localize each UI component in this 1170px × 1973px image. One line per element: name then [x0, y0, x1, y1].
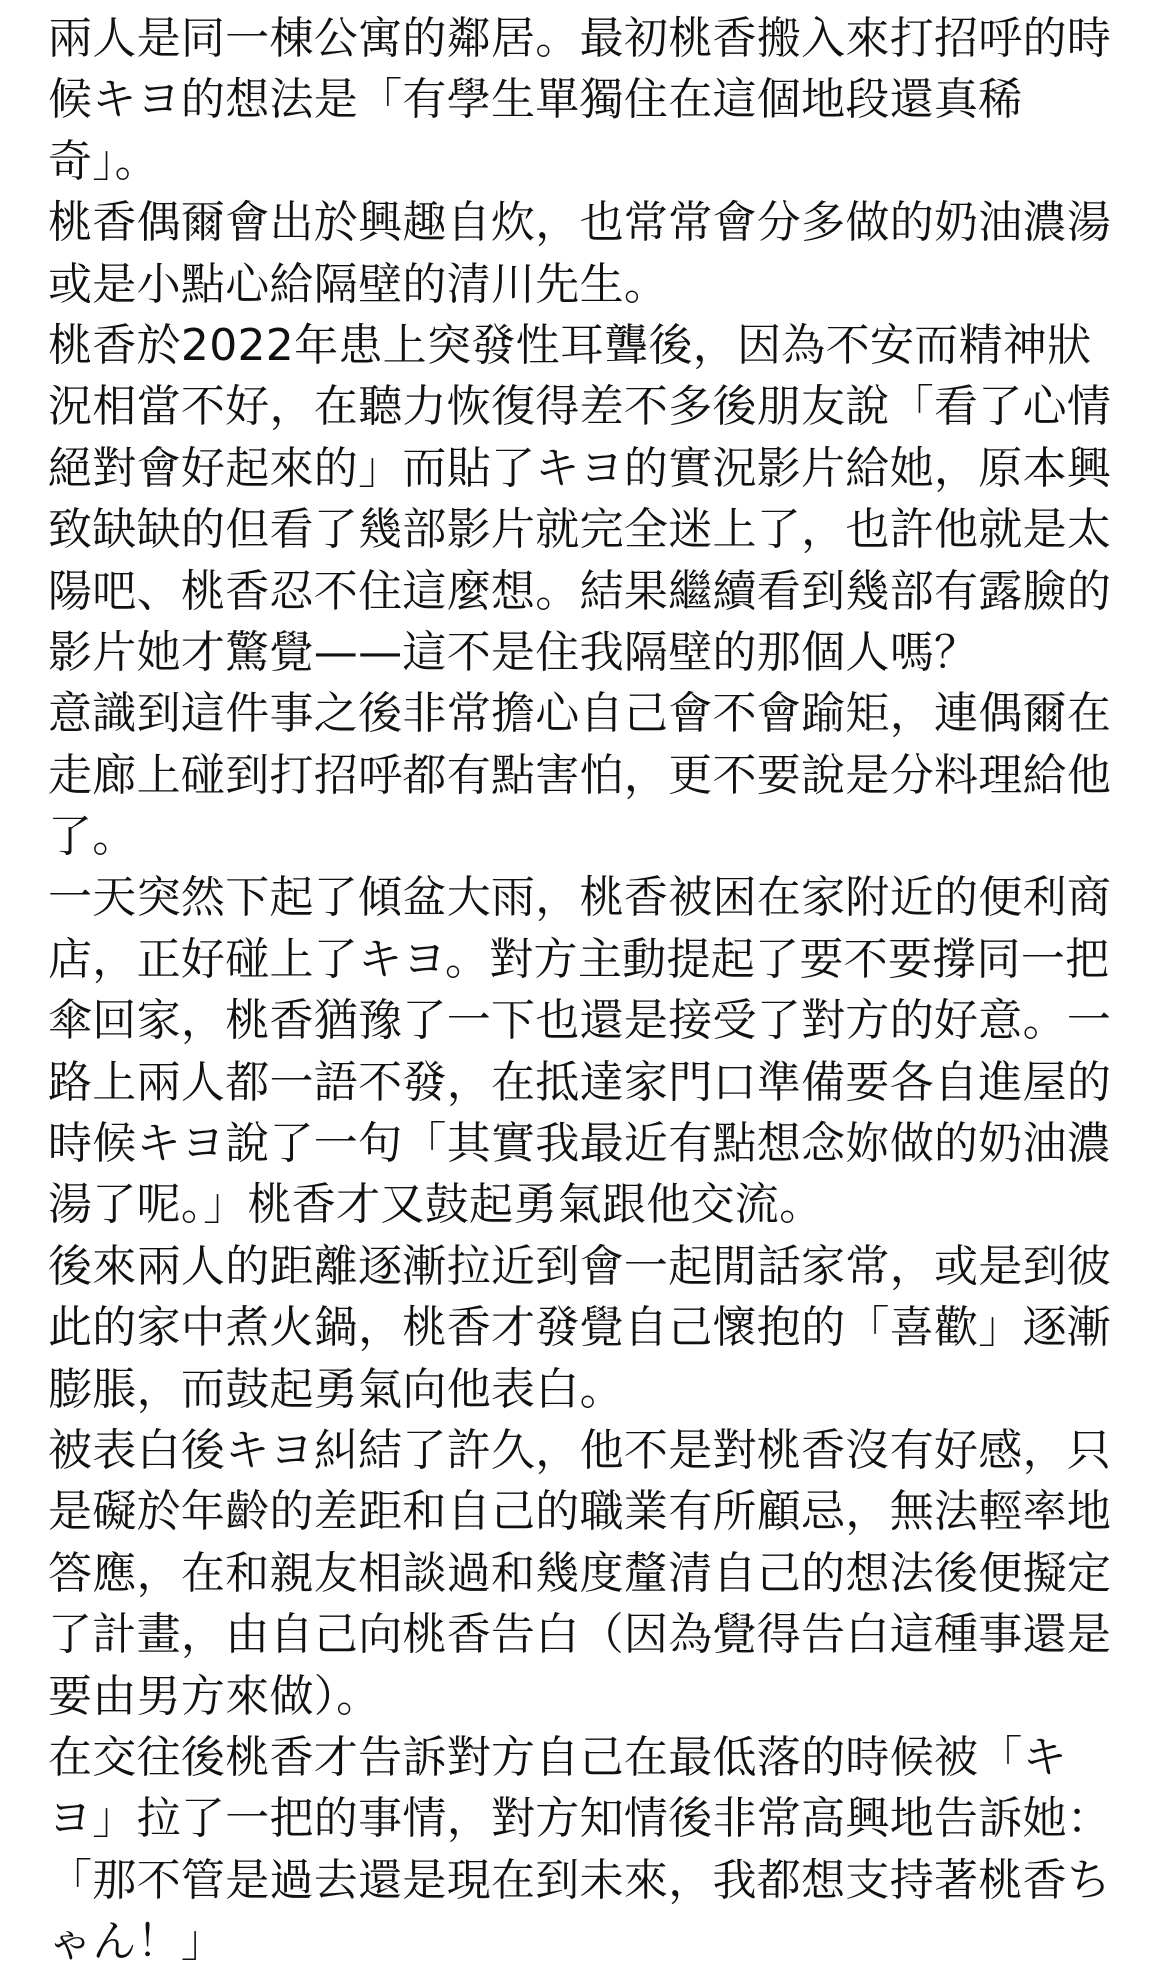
text-line: 致缺缺的但看了幾部影片就完全迷上了，也許他就是太: [48, 504, 1112, 556]
text-line: 時候キヨ說了一句「其實我最近有點想念妳做的奶油濃: [48, 1118, 1112, 1170]
text-line: 兩人是同一棟公寓的鄰居。最初桃香搬入來打招呼的時: [48, 13, 1112, 64]
text-line: 了。: [48, 811, 137, 863]
text-line: 店，正好碰上了キヨ。對方主動提起了要不要撐同一把: [48, 933, 1110, 985]
text-line: 意識到這件事之後非常擔心自己會不會踰矩，連偶爾在: [48, 688, 1112, 740]
text-line: 走廊上碰到打招呼都有點害怕，更不要說是分料理給他: [48, 749, 1112, 801]
text-line: 後來兩人的距離逐漸拉近到會一起閒話家常，或是到彼: [48, 1240, 1112, 1292]
text-line: 桃香偶爾會出於興趣自炊，也常常會分多做的奶油濃湯: [48, 197, 1112, 249]
story-text-block: [48, 8, 1122, 1973]
text-line: 陽吧、桃香忍不住這麼想。結果繼續看到幾部有露臉的: [48, 565, 1112, 617]
text-line: 要由男方來做）。: [48, 1670, 381, 1722]
text-line: ゃん！」: [48, 1916, 226, 1968]
text-line: ヨ」拉了一把的事情，對方知情後非常高興地告訴她：: [48, 1793, 1112, 1845]
text-line: 膨脹，而鼓起勇氣向他表白。: [48, 1363, 624, 1415]
text-line: 被表白後キヨ糾結了許久，他不是對桃香沒有好感，只: [48, 1424, 1112, 1476]
text-line: 湯了呢。」桃香才又鼓起勇氣跟他交流。: [48, 1179, 824, 1231]
text-line: 或是小點心給隔壁的清川先生。: [48, 258, 669, 310]
text-line: 答應，在和親友相談過和幾度釐清自己的想法後便擬定: [48, 1547, 1112, 1599]
text-line: 傘回家，桃香猶豫了一下也還是接受了對方的好意。一: [48, 995, 1112, 1047]
text-line: 一天突然下起了傾盆大雨，桃香被困在家附近的便利商: [48, 872, 1112, 924]
text-line: 候キヨ的想法是「有學生單獨住在這個地段還真稀: [48, 74, 1023, 126]
text-line: 奇」。: [48, 135, 159, 187]
text-line: 路上兩人都一語不發，在抵達家門口準備要各自進屋的: [48, 1056, 1112, 1108]
text-line: 了計畫，由自己向桃香告白（因為覺得告白這種事還是: [48, 1609, 1112, 1661]
text-line: 絕對會好起來的」而貼了キヨ的實況影片給她，原本興: [48, 442, 1112, 494]
text-line: 「那不管是過去還是現在到未來，我都想支持著桃香ち: [48, 1854, 1112, 1906]
text-line: 桃香於2022年患上突發性耳聾後，因為不安而精神狀: [48, 319, 1092, 371]
text-line: 況相當不好，在聽力恢復得差不多後朋友說「看了心情: [48, 381, 1112, 433]
text-line: 在交往後桃香才告訴對方自己在最低落的時候被「キ: [48, 1731, 1067, 1783]
text-line: 此的家中煮火鍋，桃香才發覺自己懷抱的「喜歡」逐漸: [48, 1302, 1112, 1354]
text-line: 影片她才驚覺——這不是住我隔壁的那個人嗎？: [48, 626, 979, 678]
text-line: 是礙於年齡的差距和自己的職業有所顧忌，無法輕率地: [48, 1486, 1112, 1538]
